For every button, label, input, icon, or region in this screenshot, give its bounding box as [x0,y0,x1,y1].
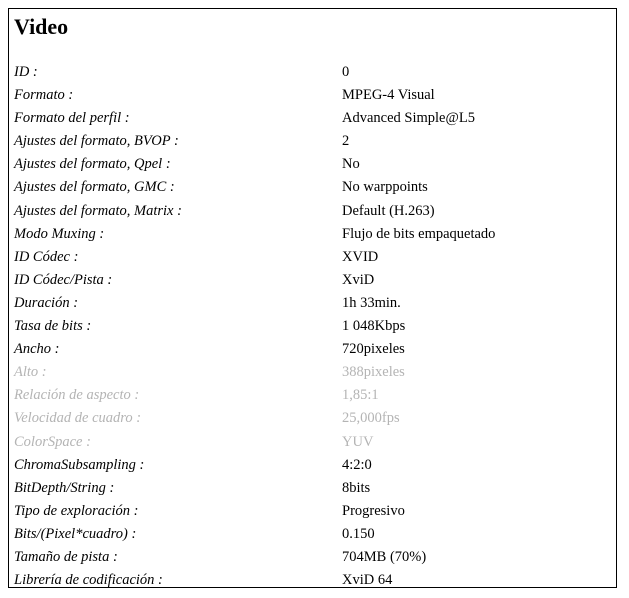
info-label: ID : [14,64,38,80]
info-rows [14,61,614,592]
info-label: Formato del perfil : [14,110,130,127]
info-value: No [342,156,360,173]
info-value: 25,000fps [342,410,400,427]
info-label: ID Códec : [14,248,79,265]
info-label: BitDepth/String : [14,479,115,496]
info-row [14,223,614,246]
info-value: YUV [342,433,374,450]
info-label: Velocidad de cuadro : [14,410,142,427]
info-label: Tamaño de pista : [14,548,118,565]
section-title: Video [14,14,69,39]
info-value: 0.150 [342,525,375,542]
info-value: Flujo de bits empaquetado [342,225,496,242]
info-value: No warppoints [342,179,428,196]
info-label: Alto : [14,364,47,381]
info-label: ColorSpace : [14,433,91,450]
info-row [14,130,614,153]
info-value: 0 [342,64,350,80]
info-value: 720pixeles [342,341,405,358]
info-row [14,176,614,199]
info-row [14,407,614,430]
info-row [14,269,614,292]
info-label: Ajustes del formato, GMC : [14,179,175,196]
info-row [14,315,614,338]
info-row [14,153,614,176]
info-label: Ajustes del formato, BVOP : [14,133,179,150]
info-label: Relación de aspecto : [14,387,140,404]
video-info-panel [8,8,617,588]
info-value: 388pixeles [342,364,405,381]
info-row [14,246,614,269]
info-row [14,292,614,315]
info-value: 1 048Kbps [342,318,406,335]
info-value: 2 [342,133,350,150]
info-row [14,477,614,500]
info-value: 704MB (70%) [342,548,427,565]
info-row [14,546,614,569]
info-label: Ajustes del formato, Matrix : [14,202,182,219]
info-value: Progresivo [342,502,405,519]
info-label: Librería de codificación : [14,572,163,589]
info-label: Tipo de exploración : [14,502,139,519]
info-label: Modo Muxing : [14,225,105,242]
info-row [14,500,614,523]
info-label: Ancho : [14,341,60,358]
info-row [14,200,614,223]
info-label: Ajustes del formato, Qpel : [14,156,171,173]
info-value: XVID [342,248,379,265]
info-value: 1h 33min. [342,294,401,311]
info-label: Bits/(Pixel*cuadro) : [14,525,137,542]
info-value: MPEG-4 Visual [342,87,435,104]
info-row [14,107,614,130]
info-value: 4:2:0 [342,456,372,473]
info-value: 8bits [342,479,371,496]
info-label: Tasa de bits : [14,318,92,335]
info-label: ID Códec/Pista : [14,271,113,288]
info-row [14,61,614,84]
info-value: 1,85:1 [342,387,379,404]
info-row [14,523,614,546]
info-row [14,361,614,384]
info-value: Advanced Simple@L5 [342,110,475,127]
info-row [14,454,614,477]
info-label: ChromaSubsampling : [14,456,145,473]
info-value: XviD [342,271,375,288]
info-row [14,431,614,454]
info-value: Default (H.263) [342,202,435,219]
info-row [14,84,614,107]
info-value: XviD 64 [342,572,393,589]
info-row [14,338,614,361]
info-label: Formato : [14,87,74,104]
info-row [14,569,614,592]
info-row [14,384,614,407]
info-label: Duración : [14,294,79,311]
